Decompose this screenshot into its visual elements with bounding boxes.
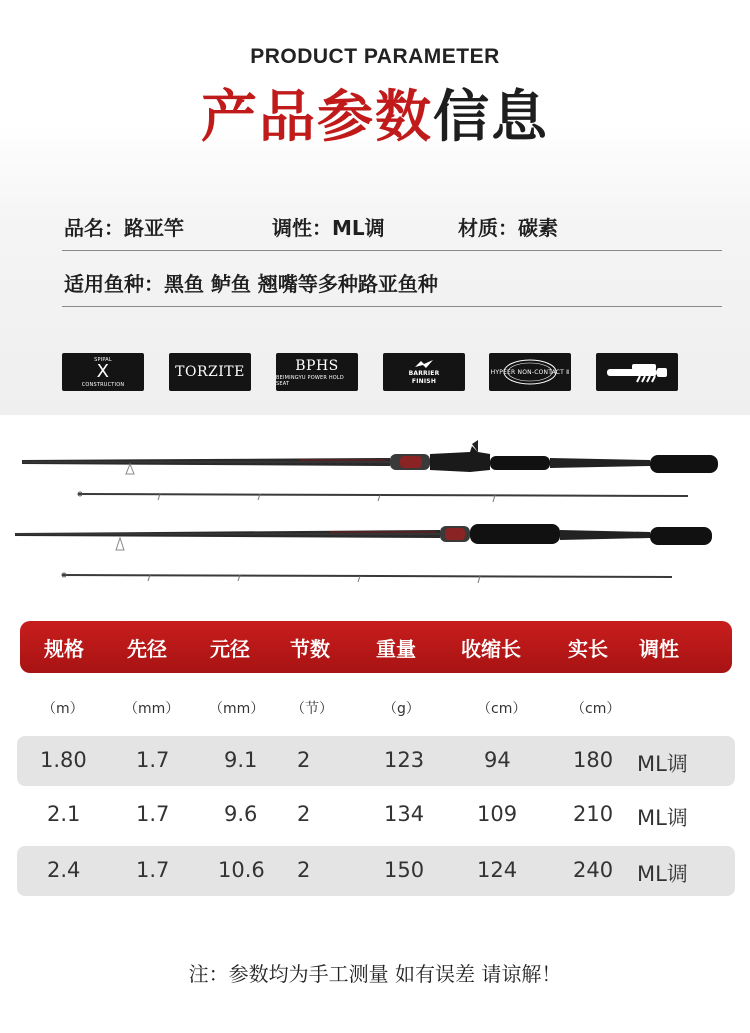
cell-weight: 134 <box>384 802 425 826</box>
cell-action: ML调 <box>637 752 688 776</box>
cell-action: ML调 <box>637 806 688 830</box>
info-row-basic <box>62 200 722 251</box>
cell-action: ML调 <box>637 862 688 886</box>
badge-title: HYPEER NON-CONTACT Ⅱ <box>490 369 570 376</box>
unit-closed-length: （cm） <box>477 701 527 717</box>
torzite-logo-icon <box>169 353 251 391</box>
col-header-closed-length: 收缩长 <box>461 637 521 661</box>
product-material: 材质：碳素 <box>458 216 558 240</box>
cell-sections: 2 <box>297 748 311 772</box>
chinese-title <box>0 82 750 154</box>
cell-spec: 2.1 <box>47 802 81 826</box>
cell-weight: 123 <box>384 748 425 772</box>
col-header-action: 调性 <box>639 637 679 661</box>
badge-title: X <box>96 361 110 382</box>
badge-title: BARRIER <box>408 370 440 377</box>
cell-butt-dia: 10.6 <box>218 858 265 882</box>
unit-weight: （g） <box>383 701 420 717</box>
cell-closed-length: 94 <box>484 748 511 772</box>
measurement-note: 注：参数均为手工测量 如有误差 请谅解！ <box>188 962 562 986</box>
cell-length: 180 <box>573 748 614 772</box>
feature-badges <box>0 353 750 393</box>
title-red-part: 产品参数 <box>201 85 433 150</box>
cell-tip-dia: 1.7 <box>136 858 170 882</box>
english-title: PRODUCT PARAMETER <box>250 45 500 68</box>
badge-top-text: SPIPAL <box>94 357 112 363</box>
cell-tip-dia: 1.7 <box>136 748 170 772</box>
cell-tip-dia: 1.7 <box>136 802 170 826</box>
unit-length: （cm） <box>571 701 621 717</box>
unit-spec: （m） <box>42 701 84 717</box>
casting-rod-butt <box>22 440 718 474</box>
cell-weight: 150 <box>384 858 425 882</box>
hypeer-guide-logo-icon <box>489 353 571 391</box>
col-header-weight: 重量 <box>376 637 416 661</box>
product-action: 调性：ML调 <box>272 216 385 240</box>
barrier-shield-icon <box>413 359 435 369</box>
cell-length: 240 <box>573 858 614 882</box>
spec-table-header <box>20 621 732 673</box>
barrier-finish-logo-icon <box>383 353 465 391</box>
spinning-rod-tip <box>62 573 672 583</box>
col-header-length: 实长 <box>568 637 608 661</box>
badge-sub: BEIMINGYU POWER HOLD SEAT <box>276 374 344 387</box>
product-species: 适用鱼种：黑鱼 鲈鱼 翘嘴等多种路亚鱼种 <box>64 272 438 296</box>
badge-title: TORZITE <box>175 364 245 380</box>
badge-sub: CONSTRUCTION <box>81 382 125 388</box>
table-row <box>17 846 735 896</box>
cell-closed-length: 124 <box>477 858 518 882</box>
info-row-species <box>62 256 722 307</box>
cell-spec: 2.4 <box>47 858 81 882</box>
badge-title: BPHS <box>295 357 339 374</box>
col-header-spec: 规格 <box>44 637 84 661</box>
bphs-logo-icon <box>276 353 358 391</box>
reel-seat-logo-icon <box>596 353 678 391</box>
table-row <box>17 790 735 840</box>
cell-sections: 2 <box>297 802 311 826</box>
spinning-rod-butt <box>15 524 712 550</box>
col-header-butt-dia: 元径 <box>210 637 250 661</box>
cell-spec: 1.80 <box>40 748 87 772</box>
cell-butt-dia: 9.6 <box>224 802 258 826</box>
col-header-tip-dia: 先径 <box>127 637 167 661</box>
spiral-x-logo-icon <box>62 353 144 391</box>
cell-length: 210 <box>573 802 614 826</box>
col-header-sections: 节数 <box>290 637 330 661</box>
unit-tip-dia: （mm） <box>124 701 180 717</box>
product-name: 品名：路亚竿 <box>64 216 184 240</box>
table-row <box>17 736 735 786</box>
badge-sub: FINISH <box>411 378 437 385</box>
reel-seat-icon <box>604 360 670 384</box>
fishing-rod-illustration <box>0 430 750 590</box>
title-dark-part: 信息 <box>433 85 549 150</box>
unit-butt-dia: （mm） <box>209 701 265 717</box>
cell-closed-length: 109 <box>477 802 518 826</box>
cell-butt-dia: 9.1 <box>224 748 258 772</box>
cell-sections: 2 <box>297 858 311 882</box>
unit-sections: （节） <box>291 701 333 717</box>
casting-rod-tip <box>78 492 688 502</box>
